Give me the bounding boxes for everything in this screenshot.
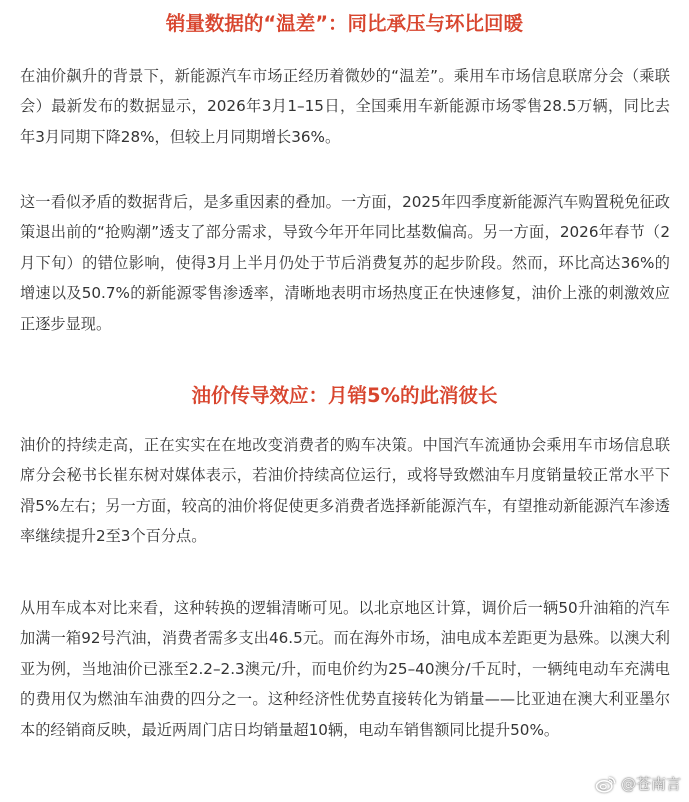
paragraph-contradiction-factors: 这一看似矛盾的数据背后，是多重因素的叠加。一方面，2025年四季度新能源汽车购置税免征政策退出前的“抢购潮”透支了部分需求，导致今年开年同比基数偏高。另一方面，2026年春节（2月下旬）的错位影响，使得3月上半月仍处于节后消费复苏的起步阶段。然而，环比高达36%的增速以及50.7%的新能源零售渗透率，清晰地表明市场热度正在快速修复，油价上涨的刺激效应正逐步显现。 xyxy=(20,193,670,333)
watermark xyxy=(595,773,681,794)
paragraph-cost-comparison: 从用车成本对比来看，这种转换的逻辑清晰可见。以北京地区计算，调价后一辆50升油箱的汽车加满一箱92号汽油，消费者需多支出46.5元。而在海外市场，油电成本差距更为悬殊。以澳大利亚为例，当地油价已涨至2.2–2.3澳元/升，而电价约为25–40澳分/千瓦时，一辆纯电动车充满电的费用仅为燃油车油费的四分之一。这种经济性优势直接转化为销量——比亚迪在澳大利亚墨尔本的经销商反映，最近两周门店日均销量超10辆，电动车销售额同比提升50%。 xyxy=(20,599,670,739)
weibo-icon xyxy=(595,775,617,793)
paragraph-oil-price-decisions: 油价的持续走高，正在实实在在地改变消费者的购车决策。中国汽车流通协会乘用车市场信息联席分会秘书长崔东树对媒体表示，若油价持续高位运行，或将导致燃油车月度销量较正常水平下滑5%左右；另一方面，较高的油价将促使更多消费者选择新能源汽车，有望推动新能源汽车渗透率继续提升2至3个百分点。 xyxy=(20,436,670,546)
watermark-text: @苍南言 xyxy=(620,775,681,793)
section-heading-oil-price-effect: 油价传导效应：月销5%的此消彼长 xyxy=(191,384,498,407)
section-heading-sales-gap: 销量数据的“温差”：同比承压与环比回暖 xyxy=(165,12,524,35)
paragraph-market-temperature: 在油价飙升的背景下，新能源汽车市场正经历着微妙的“温差”。乘用车市场信息联席分会（乘联会）最新发布的数据显示，2026年3月1–15日，全国乘用车新能源市场零售28.5万辆，同比去年3月同期下降28%，但较上月同期增长36%。 xyxy=(20,67,670,146)
